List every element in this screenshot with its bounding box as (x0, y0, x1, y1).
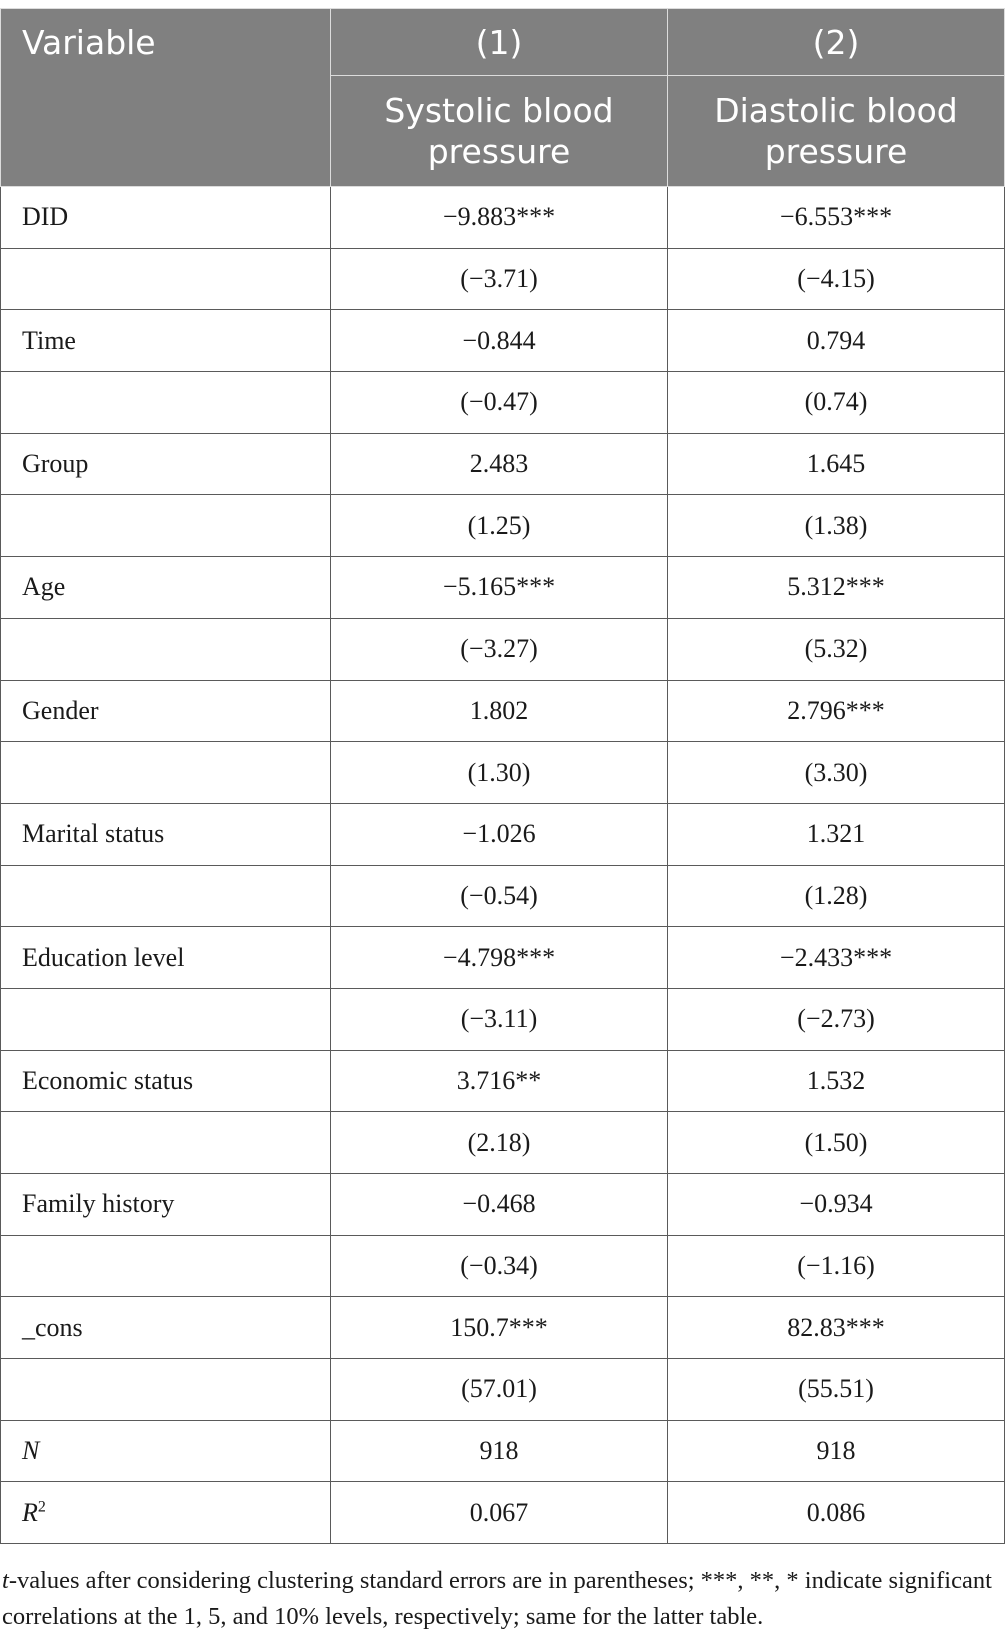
table-footnote (2, 1563, 1002, 1635)
row-label: Education level (1, 927, 331, 989)
row-label: _cons (1, 1297, 331, 1359)
table-row (1, 1112, 1005, 1174)
cell-n-col2: 918 (668, 1420, 1005, 1482)
cell-col2: (−1.16) (668, 1235, 1005, 1297)
row-label: Gender (1, 680, 331, 742)
cell-col2: −0.934 (668, 1174, 1005, 1236)
cell-col1: −0.844 (331, 310, 668, 372)
table-body (1, 187, 1005, 1544)
cell-col1: (−3.11) (331, 988, 668, 1050)
cell-col2: (1.28) (668, 865, 1005, 927)
table-row (1, 372, 1005, 434)
cell-col2: 2.796*** (668, 680, 1005, 742)
cell-col2: (−2.73) (668, 988, 1005, 1050)
header-col2-title: Diastolic blood pressure (668, 76, 1005, 187)
row-label (1, 618, 331, 680)
row-label (1, 742, 331, 804)
cell-col1: (57.01) (331, 1359, 668, 1421)
cell-col1: 150.7*** (331, 1297, 668, 1359)
cell-col2: (−4.15) (668, 248, 1005, 310)
row-label-r2 (1, 1482, 331, 1544)
cell-col2: 5.312*** (668, 557, 1005, 619)
table-row (1, 927, 1005, 989)
cell-col1: 2.483 (331, 433, 668, 495)
table-row (1, 495, 1005, 557)
cell-col1: (2.18) (331, 1112, 668, 1174)
table-row (1, 433, 1005, 495)
header-col1-title: Systolic blood pressure (331, 76, 668, 187)
table-row (1, 310, 1005, 372)
row-label: Time (1, 310, 331, 372)
cell-col2: (1.50) (668, 1112, 1005, 1174)
table-row (1, 557, 1005, 619)
table-row (1, 742, 1005, 804)
cell-col2: (3.30) (668, 742, 1005, 804)
cell-col1: −5.165*** (331, 557, 668, 619)
cell-col1: 3.716** (331, 1050, 668, 1112)
row-label: Marital status (1, 803, 331, 865)
row-label (1, 1112, 331, 1174)
cell-col2: (0.74) (668, 372, 1005, 434)
table-row-n (1, 1420, 1005, 1482)
table-row (1, 618, 1005, 680)
footnote-t: t (2, 1567, 9, 1594)
cell-col2: 1.321 (668, 803, 1005, 865)
cell-col2: −2.433*** (668, 927, 1005, 989)
table-row (1, 680, 1005, 742)
cell-col1: (−0.47) (331, 372, 668, 434)
table-row (1, 1235, 1005, 1297)
row-label: Economic status (1, 1050, 331, 1112)
cell-col1: (−0.34) (331, 1235, 668, 1297)
cell-col1: (−0.54) (331, 865, 668, 927)
table-row-r2 (1, 1482, 1005, 1544)
r2-superscript: 2 (37, 1498, 46, 1516)
row-label (1, 988, 331, 1050)
table-row (1, 1359, 1005, 1421)
header-variable: Variable (1, 9, 331, 187)
cell-col1: 1.802 (331, 680, 668, 742)
cell-col2: (5.32) (668, 618, 1005, 680)
cell-col1: (−3.71) (331, 248, 668, 310)
cell-col1: −4.798*** (331, 927, 668, 989)
cell-col2: (1.38) (668, 495, 1005, 557)
cell-col2: 82.83*** (668, 1297, 1005, 1359)
cell-col1: (1.25) (331, 495, 668, 557)
header-col1-number: (1) (331, 9, 668, 76)
table-row (1, 1174, 1005, 1236)
table-row (1, 1050, 1005, 1112)
cell-col2: (55.51) (668, 1359, 1005, 1421)
footnote-text: -values after considering clustering standard errors are in parentheses; ***, **, * indicate significant correlations at the 1, 5, and 10% levels, respectively; same for the latter table. (2, 1567, 992, 1630)
header-row-numbers (1, 9, 1005, 76)
cell-r2-col2: 0.086 (668, 1482, 1005, 1544)
cell-col2: −6.553*** (668, 187, 1005, 249)
row-label (1, 1235, 331, 1297)
row-label: Group (1, 433, 331, 495)
table-row (1, 187, 1005, 249)
cell-col1: (−3.27) (331, 618, 668, 680)
table-row (1, 988, 1005, 1050)
cell-col2: 0.794 (668, 310, 1005, 372)
row-label (1, 372, 331, 434)
table-row (1, 803, 1005, 865)
row-label (1, 1359, 331, 1421)
row-label: Age (1, 557, 331, 619)
cell-col1: (1.30) (331, 742, 668, 804)
cell-n-col1: 918 (331, 1420, 668, 1482)
header-col2-number: (2) (668, 9, 1005, 76)
row-label (1, 248, 331, 310)
cell-col2: 1.532 (668, 1050, 1005, 1112)
table-row (1, 865, 1005, 927)
table-row (1, 1297, 1005, 1359)
regression-table (0, 8, 1005, 1544)
cell-col2: 1.645 (668, 433, 1005, 495)
r2-base: R (22, 1497, 38, 1527)
row-label (1, 495, 331, 557)
row-label (1, 865, 331, 927)
row-label-n: N (1, 1420, 331, 1482)
row-label: Family history (1, 1174, 331, 1236)
cell-r2-col1: 0.067 (331, 1482, 668, 1544)
row-label: DID (1, 187, 331, 249)
cell-col1: −0.468 (331, 1174, 668, 1236)
cell-col1: −1.026 (331, 803, 668, 865)
cell-col1: −9.883*** (331, 187, 668, 249)
table-row (1, 248, 1005, 310)
regression-table-container (0, 8, 1004, 1544)
table-header (1, 9, 1005, 187)
